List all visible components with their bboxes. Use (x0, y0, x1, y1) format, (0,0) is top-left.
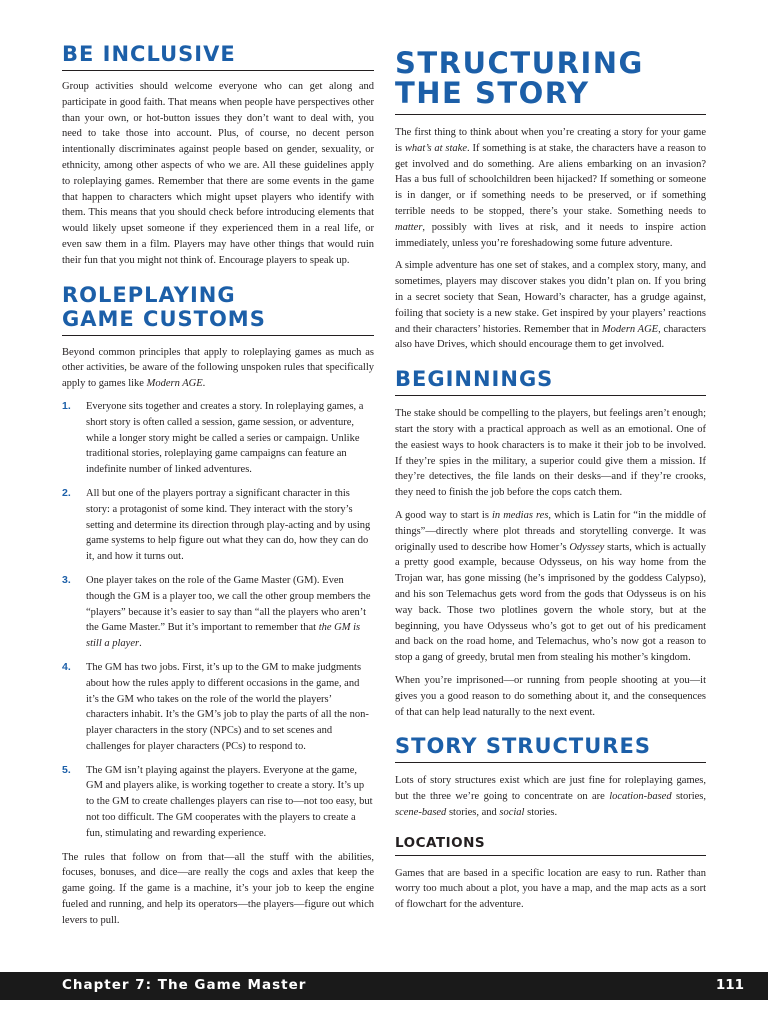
structuring-paragraph-2: A simple adventure has one set of stakes, and a complex story, many, and sometimes, players may discover stakes you didn’t plan on. If you bring in a secret society that Sean, Howard’s character, has a grudge against, foiling that society is a new stake. Get inspired by your players’ reactions and their characters’ histories. Remember that in Modern AGE, characters also have Drives, which should encourage them to get involved. (395, 260, 706, 351)
list-item (62, 573, 374, 652)
list-item-number: 5. (62, 763, 71, 776)
list-item-text: All but one of the players portray a significant character in this story: a protagonist of some kind. They interact with the story’s setting and determine its direction through play-acting and by using game systems to help figure out what they can do, how they can do it, and how it turns out. (86, 487, 371, 563)
list-item-number: 4. (62, 660, 71, 673)
locations-paragraph: Games that are based in a specific location are easy to run. Rather than worry too much about a plot, you have a map, and the map acts as a sort of flowchart for the adventure. (395, 867, 706, 911)
heading-line: GAME CUSTOMS (62, 306, 266, 331)
customs-rules-list (62, 399, 374, 842)
list-item (62, 399, 374, 478)
list-item-text: One player takes on the role of the Game Master (GM). Even though the GM is a player too, we call the other group members the “players” because it’s easier to say than “all the players who aren’t the Game Master.” But it’s important to remember that the GM is still a player. (86, 574, 371, 650)
section-heading-be-inclusive: BE INCLUSIVE (62, 42, 374, 71)
list-item (62, 660, 374, 755)
right-column (395, 0, 706, 913)
section-heading-story-structures: STORY STRUCTURES (395, 734, 706, 763)
subsection-heading-locations: LOCATIONS (395, 835, 706, 856)
beginnings-paragraph-1: The stake should be compelling to the players, but feelings aren’t enough; start the story with a practical approach as well as an emotional. One of the easiest ways to hook characters is to make it their job to be involved. If they’re spies in the military, a superior could give them a mission. If they’re detectives, the file lands on their desks—and if they’re crooks, they need to finish the job before the cops catch them. (395, 408, 706, 499)
section-heading-roleplaying-game-customs (62, 283, 374, 336)
heading-line: STRUCTURING (395, 46, 644, 80)
beginnings-paragraph-2: A good way to start is in medias res, which is Latin for “in the middle of things”—directly where plot threads and storytelling converge. It was originally used to describe how Homer’s Odyssey starts, which is actually a pretty good example, because Odysseus, on his way home from the Trojan war, has gone missing (he’s imprisoned by the goddess Calypso), and his son Telemachus gets word from the gods that Odysseus is on his way back. Those two plotlines govern the whole story, but at the beginning, you have Odysseus who’s got to get out of his predicament and back on the road home, and Telemachus, who’s now got a reason to stop a gang of greedy, brutal men from stealing his mother’s kingdom. (395, 509, 706, 664)
list-item-number: 3. (62, 573, 71, 586)
heading-line: ROLEPLAYING (62, 282, 236, 307)
list-item (62, 763, 374, 842)
page-number: 111 (715, 977, 744, 993)
list-item-text: The GM isn’t playing against the players. Everyone at the game, GM and players alike, is working together to create a story. It’s up to the GM to create challenges players can rise to—not too easy, but not too difficult. The GM cooperates with the players to create a fun, stimulating and rewarding experience. (86, 764, 373, 839)
list-item-text: The GM has two jobs. First, it’s up to the GM to make judgments about how the rules apply to different occasions in the game, and it’s the GM who takes on the role of the world the players’ characters inhabit. It’s the GM’s job to play the parts of all the non-player characters in the story (NPCs) and to set scenes and challenges for player characters (PCs) to respond to. (86, 661, 369, 752)
customs-intro-paragraph: Beyond common principles that apply to roleplaying games as much as other activities, be aware of the following unspoken rules that specifically apply to games like Modern AGE. (62, 346, 374, 390)
list-item-number: 2. (62, 486, 71, 499)
list-item-number: 1. (62, 399, 71, 412)
page-footer (0, 972, 768, 1000)
chapter-title: Chapter 7: The Game Master (62, 977, 307, 993)
list-item (62, 486, 374, 565)
be-inclusive-paragraph: Group activities should welcome everyone who can get along and participate in good faith. That means when people have perspectives other than your own, or hot-button issues they don’t want to deal with, you need to take those into account. Plus, of course, no decent person intentionally discriminates against people based on gender, sexuality, or ethnicity, among other aspects of who we are. All these guidelines apply to roleplaying games. Remember that there are some events in the game that happen to characters which might upset players who identify with them. This means that you should check before introducing elements that would likely upset someone if they experienced them in a real life, or even saw them in a film. Players may have other things that would ruin their fun that you might not think of. Encourage players to speak up. (62, 81, 374, 266)
structuring-paragraph-1: The first thing to think about when you’re creating a story for your game is what’s at stake. If something is at stake, the characters have a reason to get involved and do something. Are aliens embarking on an invasion? Has a bus full of schoolchildren been hijacked? If something or someone is in danger, or if something needs to be preserved, or if something terrible needs to be stopped, there’s your stake. Something needs to matter, possibly with lives at risk, and it needs to inspire action immediately, unless you’re foreshadowing some future adventure. (395, 127, 706, 249)
beginnings-paragraph-3: When you’re imprisoned—or running from people shooting at you—it gives you a good reason to do something about it, and the consequences of that can help lead naturally to the next event. (395, 674, 706, 718)
section-heading-beginnings: BEGINNINGS (395, 367, 706, 396)
section-heading-structuring-the-story (395, 48, 706, 115)
heading-line: THE STORY (395, 76, 590, 110)
list-item-text: Everyone sits together and creates a story. In roleplaying games, a short story is often called a session, game session, or adventure, while a longer story might be called a series or campaign. Unlike traditional stories, roleplaying game campaigns can feature an indefinite number of linked adventures. (86, 400, 364, 476)
customs-closing-paragraph: The rules that follow on from that—all the stuff with the abilities, focuses, bonuses, and dice—are really the cogs and axles that keep the game going. If the game is a machine, it’s your job to keep the engine fueled and running, and help its operators—the players—figure out which levers to pull. (62, 851, 374, 926)
left-column (62, 0, 374, 929)
story-structures-paragraph: Lots of story structures exist which are just fine for roleplaying games, but the three we’re going to concentrate on are location-based stories, scene-based stories, and social stories. (395, 775, 706, 818)
